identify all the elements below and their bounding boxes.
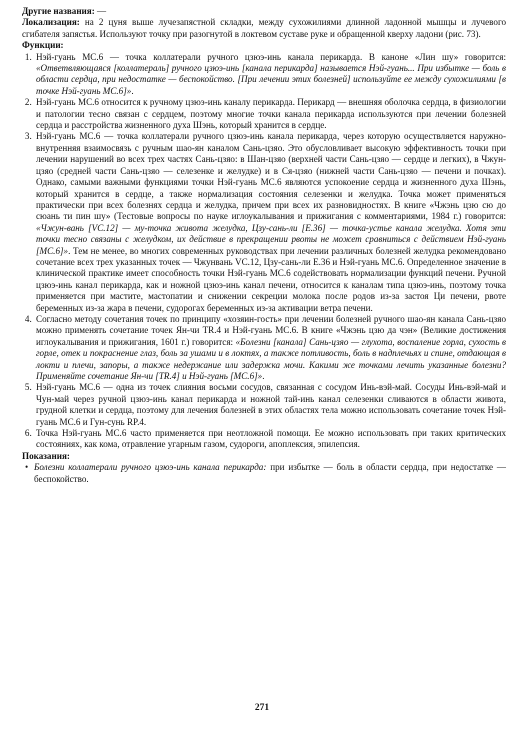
function-item-6: 6. Точка Нэй-гуань МС.6 часто применяется при неотложной помощи. Ее можно использовать при таких критических состояниях, как кома, отравление угарным газом, судороги, апоплексия, эпилепсия.	[34, 428, 506, 451]
function-4-text: Согласно методу сочетания точек по принципу «хозяин-гость» при лечении болезней ручного шао-ян канала Сань-цзяо можно применять сочетание точек Ян-чи TR.4 и Нэй-гуань МС.6. В книге «Чжэнь цзю да чэн» (Великие достижения иглоукалывания и прижигания, 1601 г.) говорится:	[36, 313, 506, 347]
function-1-text: Нэй-гуань МС.6 — точка коллатерали ручного цзюэ-инь канала перикарда. В каноне «Лин шу» говорится:	[36, 51, 506, 62]
page-number: 271	[254, 703, 270, 713]
function-3-text: Нэй-гуань МС.6 — точка коллатерали ручного цзюэ-инь канала перикарда, через которую осуществляется наружно-внутренняя взаимосвязь с ручным шао-ян каналом Сань-цзяо. Это обусловливает высокую эффективность точки при лечении нарушений во всех трех частях Сань-цзяо: в Шан-цзяо (верхней части Сань-цзяо — сердце и легких), в Чжун-цзяо (средней части Сань-цзяо — селезенке и желудке) и в Ся-цзяо (нижней части Сань-цзяо — печени и почках). Однако, самыми важными функциями точки Нэй-гуань МС.6 являются успокоение сердца и жизненного духа Шэнь, который хранится в сердце, а также нормализация состояния селезенки и желудка. Точка может применяться практически при всех болезнях сердца и желудка, причем при всех их разновидностях. В книге «Чжэнь цзю сю до сюань ти пин шу» (Тестовые вопросы по науке иглоукалывания и прижигания с комментариями, 1984 г.) говорится:	[36, 131, 506, 222]
function-4-end: .	[262, 371, 265, 381]
function-item-1	[34, 52, 506, 98]
localization-label: Локализация:	[22, 17, 80, 28]
function-item-2: 2. Нэй-гуань МС.6 относится к ручному цзюэ-инь каналу перикарда. Перикард — внешняя оболочка сердца, в физиологии и патологии тесно связан с сердцем, поэтому многие точки канала перикарда используются при лечении болезней сердца и расстройства жизненного духа Шэнь, который хранится в сердце.	[34, 97, 506, 131]
indications-list	[22, 462, 506, 485]
function-3-text-cont: . Тем не менее, во многих современных руководствах при лечении различных болезней желудка рекомендовано сочетание всех трех указанных точек — Чжунвань VC.12, Цзу-сань-ли Е.36 и Нэй-гуань МС.6. Определенное значение в клинической практике имеет способность точки Нэй-гуань МС.6 содействовать нормализации функций печени. Ручной цзюэ-инь канал перикарда, как и ножной цзюэ-инь канал печени, относится к каналам типа цзюэ-инь, поэтому точка применяется при мастите, мастопатии и снижении секреции молока после родов из-за застоя Ци печени, рвоте беременных из-за жара в печени, судорогах беременных из-за активации ветра печени.	[36, 245, 506, 313]
indication-1-text: при избытке — боль в области сердца, при недостатке — беспокойство.	[34, 462, 507, 484]
indication-item-1	[34, 462, 506, 485]
other-names-label: Другие названия:	[22, 6, 95, 16]
other-names-value: —	[94, 6, 107, 16]
localization-text: на 2 цуня выше лучезапястной складки, между сухожилиями длинной ладонной мышцы и лучевого сгибателя запястья. Используют точку при разогнутой в локтевом суставе руке и обращенной кверху ладони (рис. 73).	[22, 17, 506, 39]
function-item-3	[34, 131, 506, 314]
indications-heading: Показания:	[22, 450, 70, 461]
functions-list	[22, 52, 506, 451]
localization-paragraph	[22, 17, 506, 40]
function-3-quote: «Чжун-вань [VC.12] — му-точка живота желудка, Цзу-сань-ли [Е.36] — точка-устье канала желудка. Хотя эти точки тесно связаны с желудком, их действие в прекращении рвоты не может сравниться с действием Нэй-гуань [МС.6]»	[36, 222, 506, 256]
function-item-5: 5. Нэй-гуань МС.6 — одна из точек слияния восьми сосудов, связанная с сосудом Инь-вэй-май. Сосуды Инь-вэй-май и Чун-май через ручной цзюэ-инь канал перикарда и ножной тай-инь канал селезенки сливаются в области живота, грудной клетки и сердца, поэтому для лечения болезней в этих областях тела можно использовать сочетание точек Нэй-гуань МС.6 и Гун-сунь RP.4.	[34, 382, 506, 428]
function-4-quote: «Болезни [канала] Сань-цзяо — глухота, воспаление горла, сухость в горле, отек и покраснение глаз, боль за ушами и в локтях, а также потливость, боль в надплечьях и спине, отдающая в локти и плечи, запоры, а также недержание или задержка мочи. Какими же точками лечить указанные болезни? Применяйте сочетание Ян-чи [TR.4] и Нэй-гуань [МС.6]»	[36, 336, 506, 381]
function-1-end: .	[131, 85, 134, 96]
functions-heading: Функции:	[22, 40, 64, 51]
function-1-quote: «Ответвляющаяся [коллатераль] ручного цзюэ-инь [канала перикарда] называется Нэй-гуань... При избытке — боль в области сердца, при недостатке — беспокойство. [При лечении этих болезней] используйте ее между сухожилиями [в точке Нэй-гуань МС.6]»	[36, 63, 506, 96]
function-item-4	[34, 314, 506, 382]
indication-1-label: Болезни коллатерали ручного цзюэ-инь канала перикарда:	[34, 462, 267, 473]
other-names-line	[22, 6, 506, 17]
